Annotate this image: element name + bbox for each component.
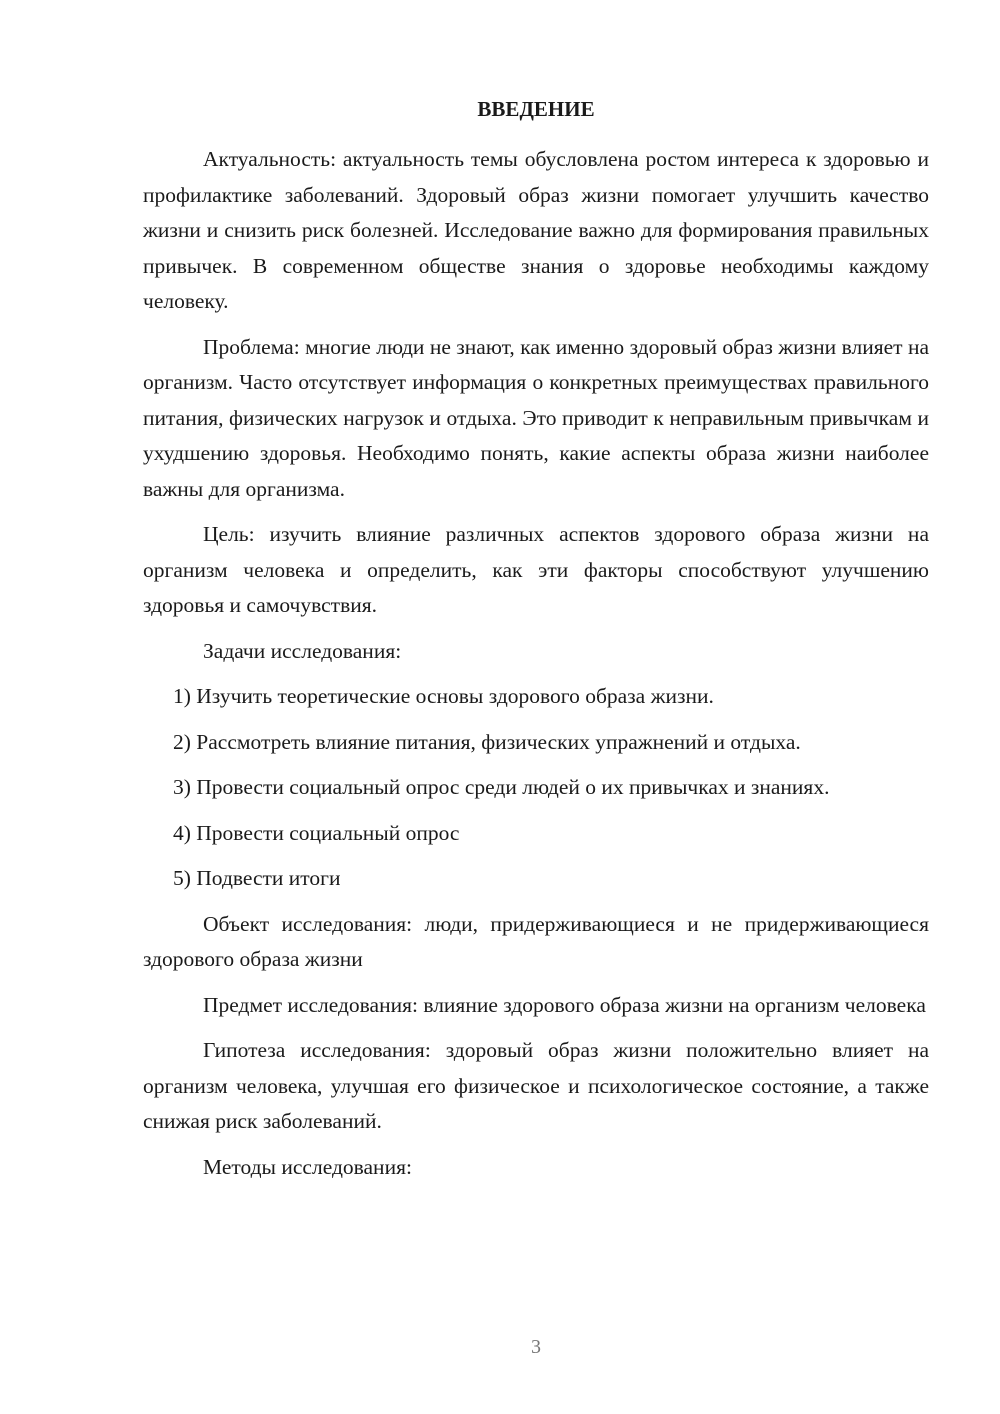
task-item-4: 4) Провести социальный опрос: [173, 820, 460, 845]
task-item-1: 1) Изучить теоретические основы здорового образа жизни.: [173, 684, 714, 708]
subject-paragraph: Предмет исследования: влияние здорового образа жизни на организм человека: [203, 992, 926, 1017]
tasks-heading: Задачи исследования:: [203, 638, 402, 663]
body-text: [143, 142, 929, 1195]
hypothesis-paragraph: Гипотеза исследования: здоровый образ жизни положительно влияет на организм человека, улучшая его физическое и психологическое состояние, а также снижая риск заболеваний.: [143, 1038, 929, 1133]
section-heading: ВВЕДЕНИЕ: [477, 97, 595, 121]
problem-paragraph: Проблема: многие люди не знают, как именно здоровый образ жизни влияет на организм. Часто отсутствует информация о конкретных преимуществах правильного питания, физических нагрузок и отдыха. Это приводит к неправильным привычкам и ухудшению здоровья. Необходимо понять, какие аспекты образа жизни наиболее важны для организма.: [143, 334, 929, 501]
task-item-3: 3) Провести социальный опрос среди людей о их привычках и знаниях.: [173, 775, 830, 799]
task-item-5: 5) Подвести итоги: [173, 866, 341, 890]
relevance-paragraph: Актуальность: актуальность темы обусловлена ростом интереса к здоровью и профилактике заболеваний. Здоровый образ жизни помогает улучшить качество жизни и снизить риск болезней. Исследование важно для формирования правильных привычек. В современном обществе знания о здоровье необходимы каждому человеку.: [143, 147, 929, 313]
page-number: 3: [531, 1336, 541, 1358]
task-item-2: 2) Рассмотреть влияние питания, физических упражнений и отдыха.: [173, 729, 801, 754]
goal-paragraph: Цель: изучить влияние различных аспектов здорового образа жизни на организм человека и определить, как эти факторы способствуют улучшению здоровья и самочувствия.: [143, 522, 929, 617]
methods-heading: Методы исследования:: [203, 1154, 412, 1179]
object-paragraph: Объект исследования: люди, придерживающиеся и не придерживающиеся здорового образа жизни: [143, 911, 929, 971]
